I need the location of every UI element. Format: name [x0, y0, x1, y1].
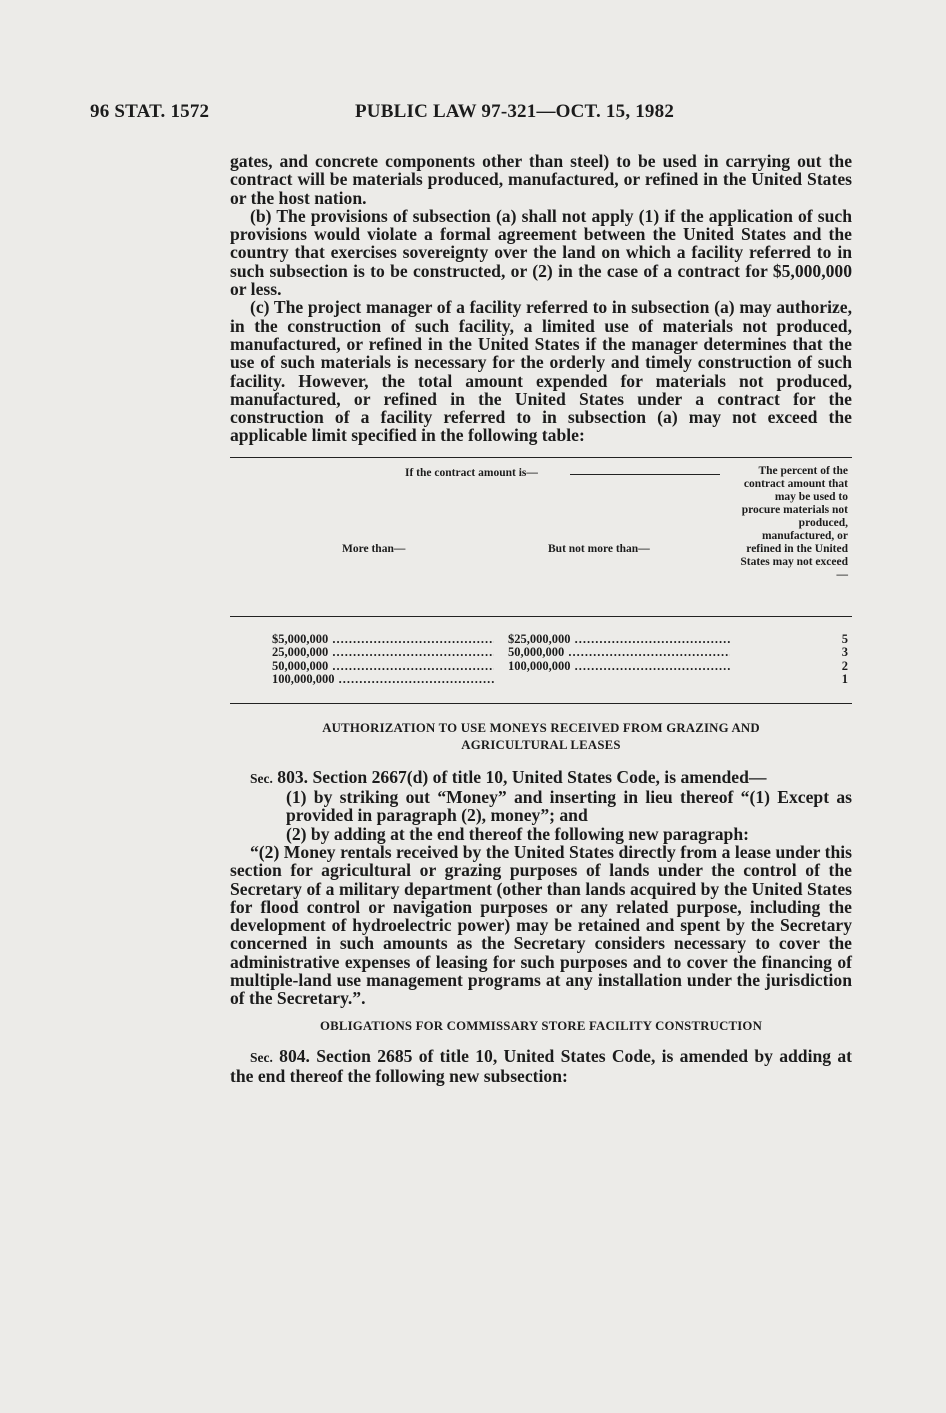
table-row [230, 673, 852, 687]
cell-percent: 1 [841, 672, 848, 687]
col-percent-header: The percent of the contract amount that may be used to procure materials not produced, manufactured, or refined in the United States may not exceed— [740, 464, 848, 581]
cell-percent: 3 [841, 645, 848, 660]
cell-not-more-than: 100,000,000 ..... [508, 660, 730, 674]
cell-more-than: 100,000,000 ..... [272, 673, 494, 687]
section-804-body: 804. Section 2685 of title 10, United States Code, is amended by adding at the end thereof the following new subsection: [230, 1045, 852, 1086]
section-803-text [230, 768, 852, 788]
section-804-heading: OBLIGATIONS FOR COMMISSARY STORE FACILITY CONSTRUCTION [319, 1018, 763, 1033]
section-label: Sec. [250, 770, 273, 786]
section-803-item-1: (1) by striking out “Money” and inserting in lieu thereof “(1) Except as provided in paragraph (2), money”; and [286, 787, 852, 826]
paragraph-b: (b) The provisions of subsection (a) shall not apply (1) if the application of such provisions would violate a formal agreement between the United States and the country that exercises sovereignty over the land on which a facility referred to in such subsection is to be constructed, or (2) in the case of a contract for $5,000,000 or less. [230, 205, 852, 300]
running-title: PUBLIC LAW 97-321—OCT. 15, 1982 [355, 101, 675, 122]
limits-table [230, 457, 852, 704]
section-803-heading [230, 720, 852, 754]
contract-amount-span-header: If the contract amount is— [405, 466, 538, 479]
section-803-heading-line1: AUTHORIZATION TO USE MONEYS RECEIVED FROM GRAZING AND [322, 720, 760, 735]
section-label: Sec. [250, 1049, 273, 1065]
cell-percent: 5 [841, 631, 848, 646]
span-header-rule [570, 474, 720, 475]
cell-more-than: $5,000,000 ..... [272, 633, 494, 647]
cell-percent: 2 [841, 658, 848, 673]
table-body [230, 617, 852, 703]
paragraph-c: (c) The project manager of a facility referred to in subsection (a) may authorize, in the construction of such facility, a limited use of materials not produced, manufactured, or refined in the United States if the manager determines that the use of such materials is necessary for the orderly and timely construction of such facility. However, the total amount expended for materials not produced, manufactured, or refined in the United States under a contract for the construction of a facility referred to in subsection (a) may not exceed the applicable limit specified in the following table: [230, 297, 852, 446]
section-803-heading-line2: AGRICULTURAL LEASES [461, 737, 621, 752]
table-row [230, 633, 852, 647]
table-row [230, 646, 852, 660]
col-not-more-than-header: But not more than— [548, 542, 650, 555]
cell-more-than: 50,000,000 ..... [272, 660, 494, 674]
stat-page-number: 96 STAT. 1572 [90, 101, 210, 122]
cell-more-than: 25,000,000 ..... [272, 646, 494, 660]
col-more-than-header: More than— [342, 542, 406, 555]
section-803-quoted-paragraph: “(2) Money rentals received by the United States directly from a lease under this section for agricultural or grazing purposes of lands under the control of the Secretary of a military department (other than lands acquired by the United States for flood control or navigation purposes or any related purpose, including the development of hydroelectric power) may be retained and spent by the Secretary concerned in such amounts as the Secretary considers necessary to cover the administrative expenses of leasing for such purposes and to cover the financing of multiple-land use management programs at any installation under the jurisdiction of the Secretary.”. [230, 841, 852, 1009]
cell-not-more-than: 50,000,000 ..... [508, 646, 730, 660]
cell-not-more-than: $25,000,000 ..... [508, 633, 730, 647]
table-row [230, 660, 852, 674]
section-804-text [230, 1047, 852, 1086]
paragraph-continuation: gates, and concrete components other than steel) to be used in carrying out the contract will be materials produced, manufactured, or refined in the United States or the host nation. [230, 151, 852, 208]
page-body [230, 152, 852, 1085]
table-bottom-rule [230, 703, 852, 704]
section-803-item-2: (2) by adding at the end thereof the following new paragraph: [286, 823, 749, 844]
section-803-body: 803. Section 2667(d) of title 10, United States Code, is amended— [277, 766, 767, 787]
table-header [230, 458, 852, 616]
